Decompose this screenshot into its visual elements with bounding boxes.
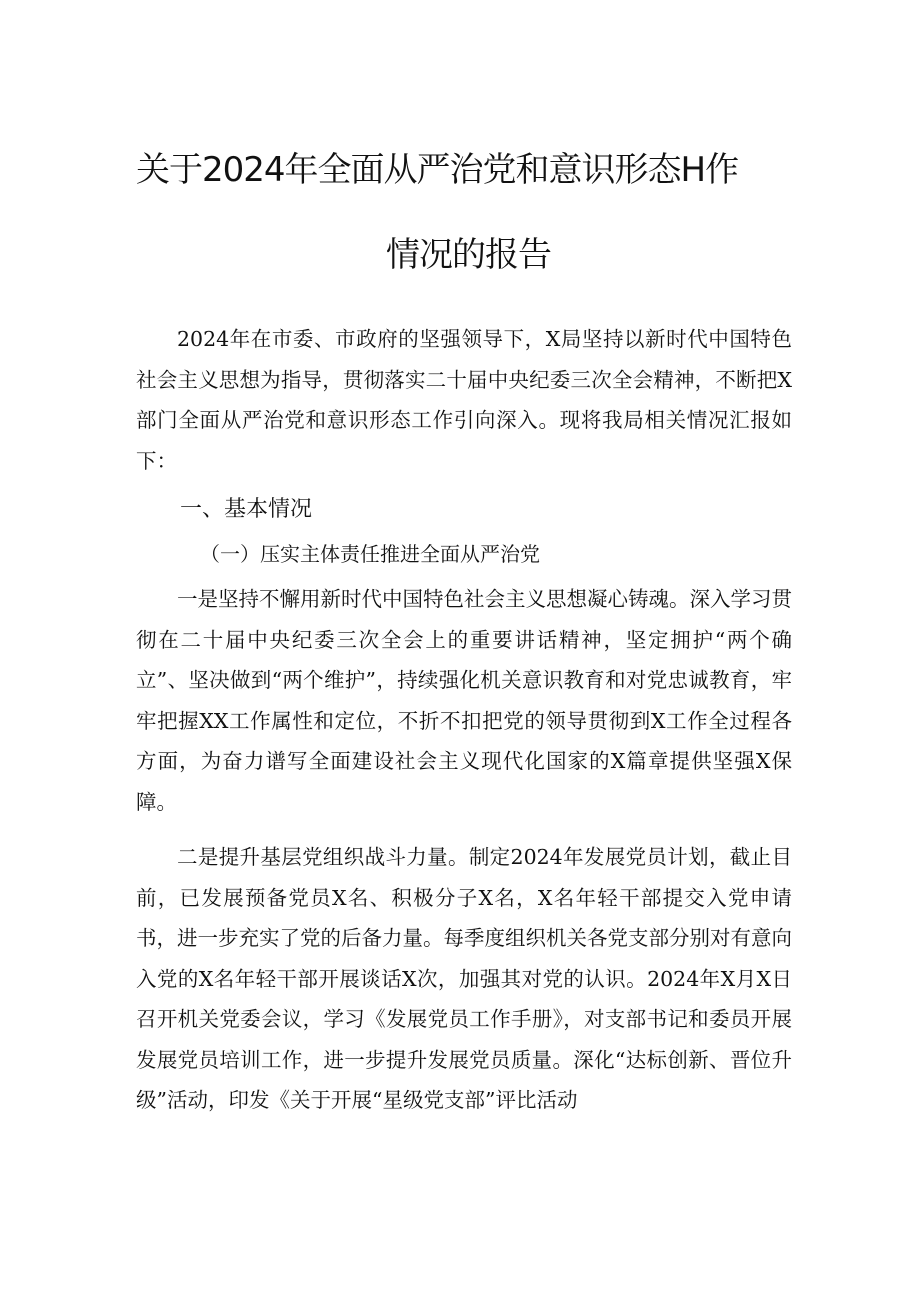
intro-paragraph: 2024年在市委、市政府的坚强领导下，X局坚持以新时代中国特色社会主义思想为指导，贯彻落实二十届中央纪委三次全会精神，不断把X部门全面从严治党和意识形态工作引向深入。现将我局相关情况汇报如下： (136, 327, 792, 473)
section-heading-basic-situation: 一、基本情况 (180, 497, 313, 522)
subsection-heading-main-responsibility: （一）压实主体责任推进全面从严治党 (200, 542, 540, 566)
document-title-line-1: 关于2024年全面从严治党和意识形态H作 (136, 150, 739, 190)
document-title-line-2: 情况的报告 (386, 235, 551, 275)
paragraph-one: 一是坚持不懈用新时代中国特色社会主义思想凝心铸魂。深入学习贯彻在二十届中央纪委三次全会上的重要讲话精神，坚定拥护“两个确立”、坚决做到“两个维护”，持续强化机关意识教育和对党忠诚教育，牢牢把握XX工作属性和定位，不折不扣把党的领导贯彻到X工作全过程各方面，为奋力谱写全面建设社会主义现代化国家的X篇章提供坚强X保障。 (136, 587, 792, 814)
paragraph-two: 二是提升基层党组织战斗力量。制定2024年发展党员计划，截止目前，已发展预备党员X名、积极分子X名，X名年轻干部提交入党申请书，进一步充实了党的后备力量。每季度组织机关各党支部分别对有意向入党的X名年轻干部开展谈话X次，加强其对党的认识。2024年X月X日召开机关党委会议，学习《发展党员工作手册》，对支部书记和委员开展发展党员培训工作，进一步提升发展党员质量。深化“达标创新、晋位升级”活动，印发《关于开展“星级党支部”评比活动 (136, 845, 792, 1112)
